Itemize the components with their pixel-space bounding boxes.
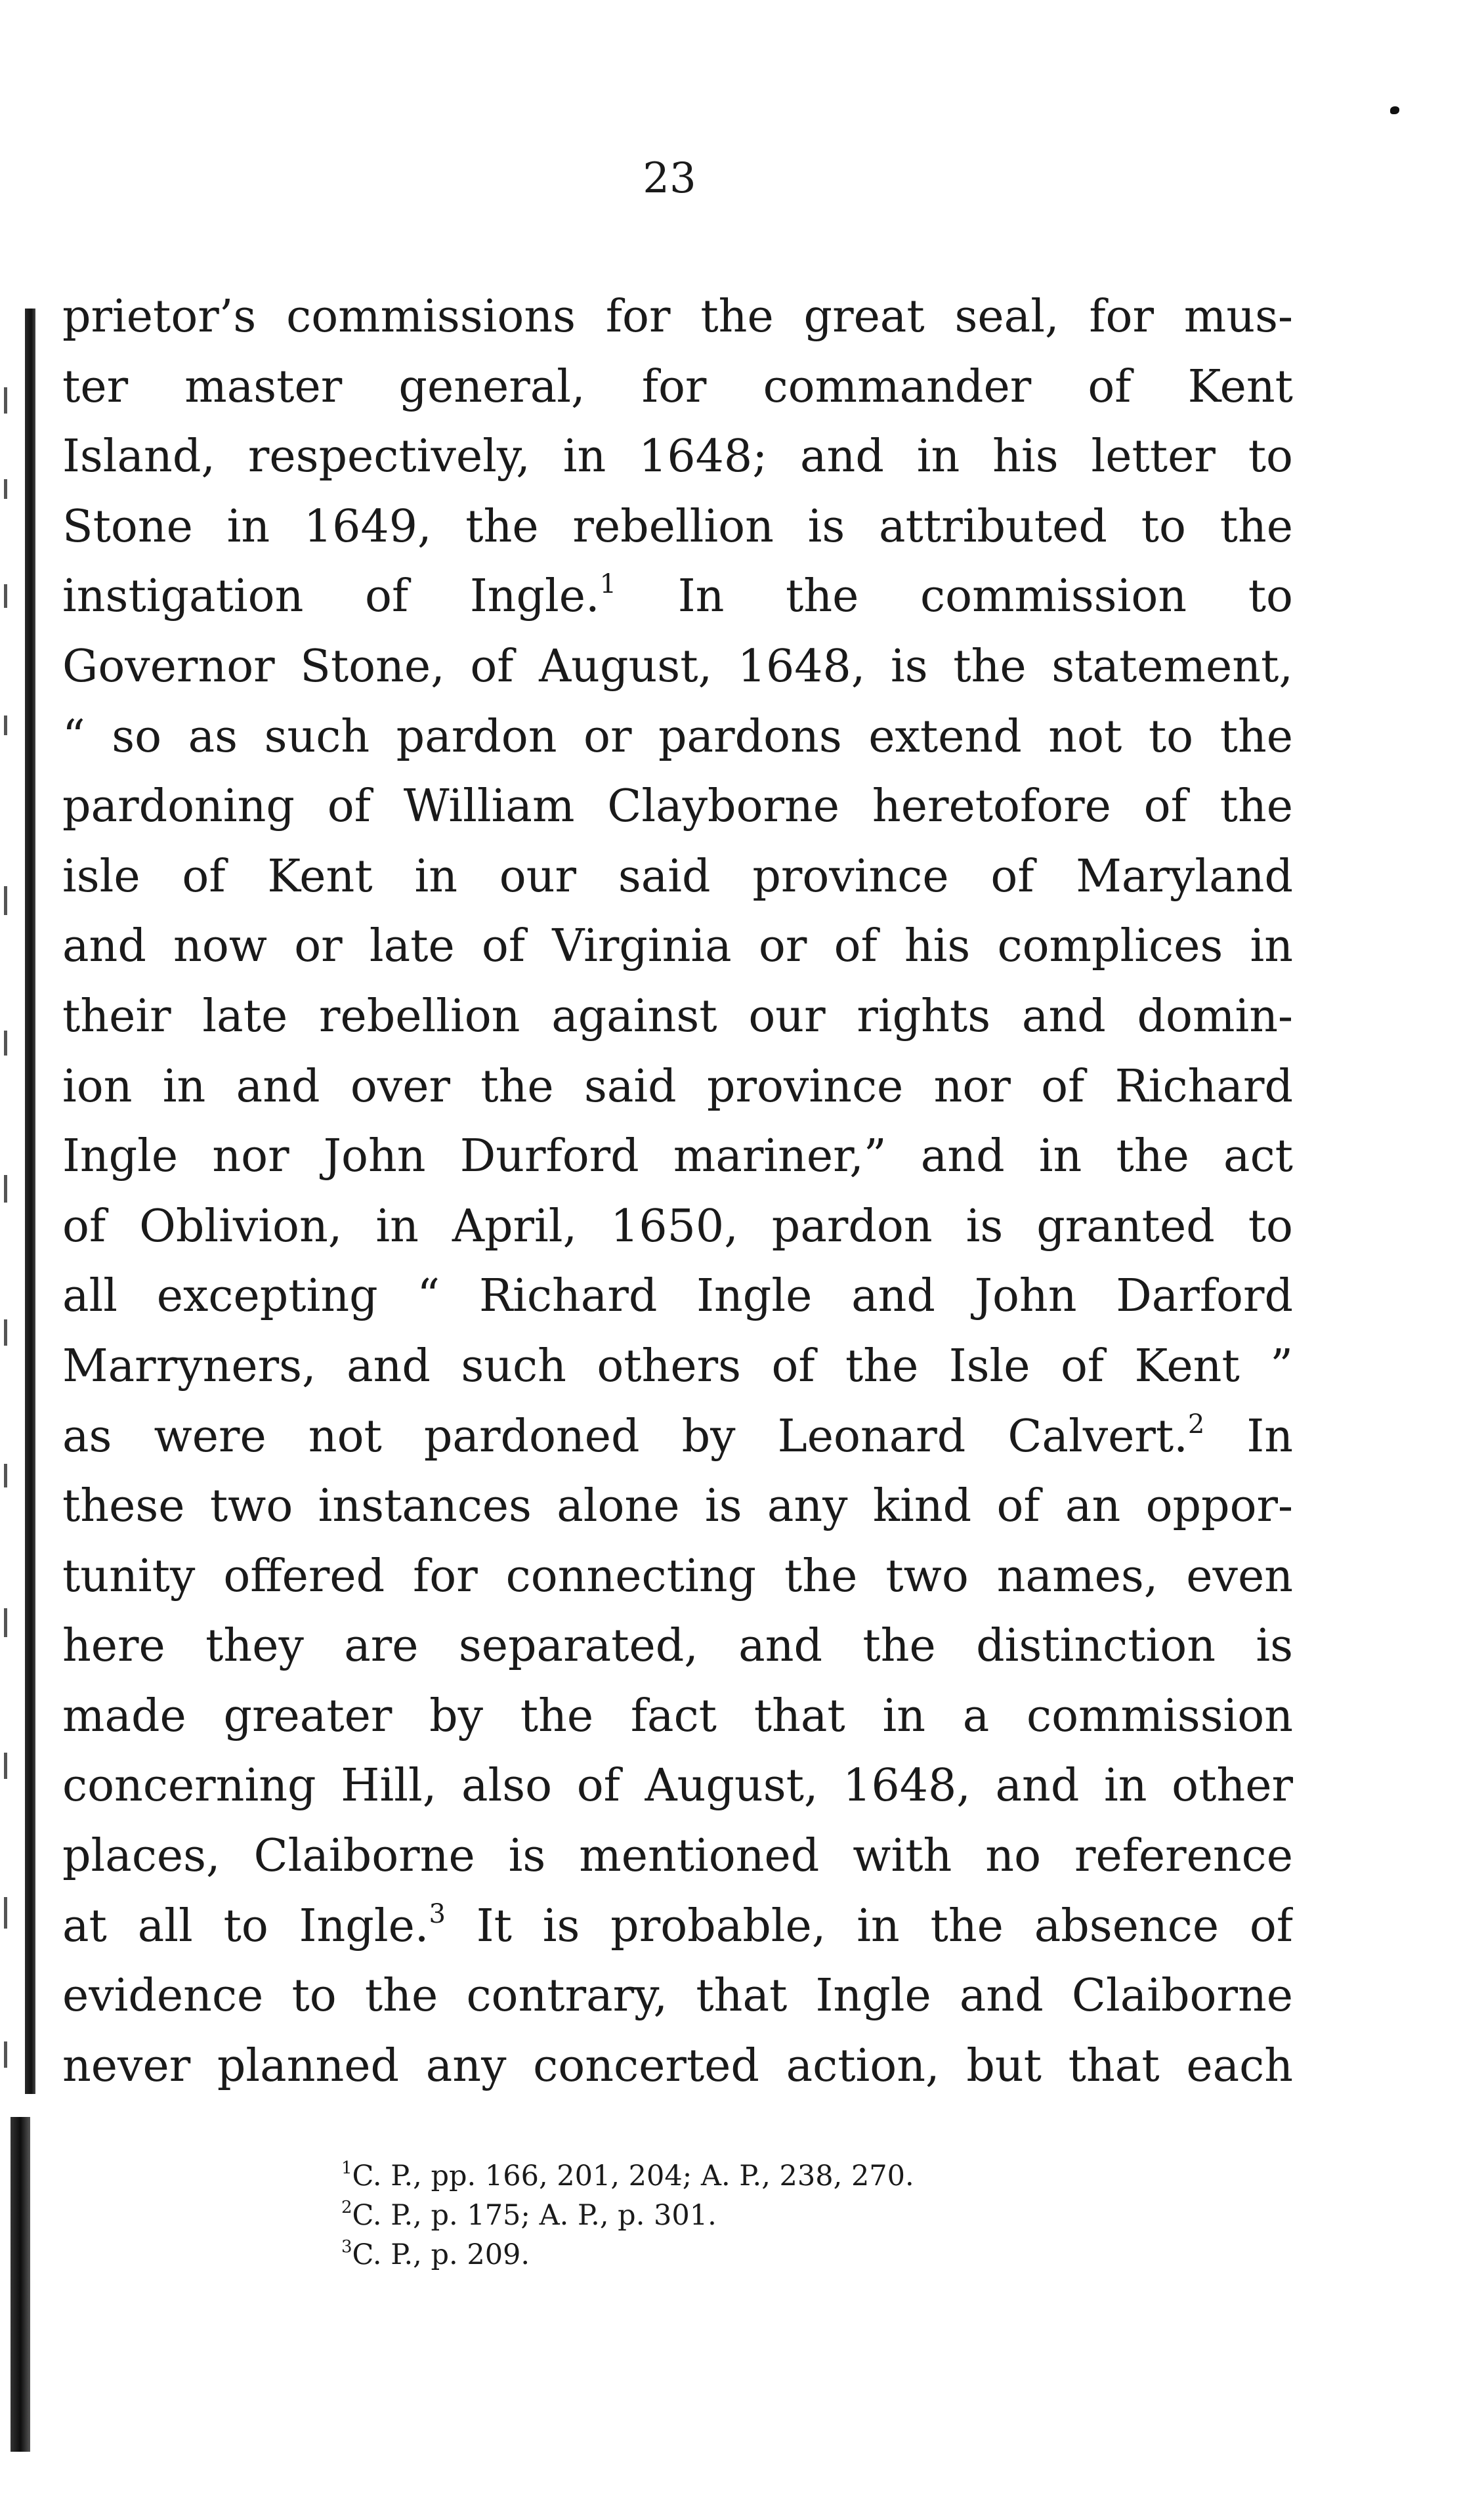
text-line xyxy=(62,1892,1293,1962)
text-segment: tunity offered for connecting the two names, even xyxy=(62,1550,1293,1602)
text-segment: ter master general, for commander of Kent xyxy=(62,360,1293,413)
binding-edge-shadow xyxy=(25,309,35,2094)
text-segment: Governor Stone, of August, 1648, is the statement, xyxy=(62,640,1293,693)
text-segment: of Oblivion, in April, 1650, pardon is granted to xyxy=(62,1200,1293,1252)
text-segment: Stone in 1649, the rebellion is attributed to the xyxy=(62,500,1293,553)
text-line xyxy=(62,1961,1293,2032)
text-line xyxy=(62,1192,1293,1262)
text-line xyxy=(62,772,1293,842)
text-line xyxy=(62,1052,1293,1122)
text-segment: made greater by the fact that in a commission xyxy=(62,1690,1293,1742)
footnote-mark: 3 xyxy=(341,2237,352,2257)
footnote xyxy=(341,2196,1129,2235)
text-segment: places, Claiborne is mentioned with no reference xyxy=(62,1830,1293,1883)
text-line xyxy=(62,1472,1293,1542)
text-segment: In xyxy=(1204,1410,1293,1463)
footnote-reference: 1 xyxy=(599,569,617,600)
body-text xyxy=(62,282,1293,2101)
footnote-mark: 1 xyxy=(341,2158,352,2178)
text-line xyxy=(62,1262,1293,1332)
text-segment: concerning Hill, also of August, 1648, and in other xyxy=(62,1760,1293,1812)
text-segment: Ingle nor John Durford mariner,” and in the act xyxy=(62,1130,1293,1183)
footnote-text: C. P., pp. 166, 201, 204; A. P., 238, 270. xyxy=(352,2160,914,2192)
text-line xyxy=(62,422,1293,492)
footnote-text: C. P., p. 175; A. P., p. 301. xyxy=(352,2199,717,2232)
text-line xyxy=(62,1332,1293,1402)
text-segment: evidence to the contrary, that Ingle and Claiborne xyxy=(62,1970,1293,2022)
binding-edge-shadow-lower xyxy=(11,2117,30,2452)
text-line xyxy=(62,562,1293,632)
text-segment: at all to Ingle. xyxy=(62,1900,429,1952)
text-segment: prietor’s commissions for the great seal, for mus- xyxy=(62,291,1293,343)
text-line xyxy=(62,1822,1293,1892)
text-segment: all excepting “ Richard Ingle and John Darford xyxy=(62,1270,1293,1323)
footnote-reference: 3 xyxy=(429,1898,446,1929)
text-line xyxy=(62,2032,1293,2102)
footnote xyxy=(341,2156,1129,2196)
text-line xyxy=(62,632,1293,702)
footnotes xyxy=(341,2156,1129,2275)
text-line xyxy=(62,1542,1293,1612)
text-line xyxy=(62,282,1293,352)
text-line xyxy=(62,1612,1293,1682)
text-segment: It is probable, in the absence of xyxy=(445,1900,1293,1952)
text-segment: as were not pardoned by Leonard Calvert. xyxy=(62,1410,1188,1463)
text-segment: pardoning of William Clayborne heretofore of the xyxy=(62,780,1293,833)
text-segment: and now or late of Virginia or of his complices in xyxy=(62,920,1293,973)
text-segment: isle of Kent in our said province of Maryland xyxy=(62,850,1293,903)
margin-artifacts xyxy=(0,309,24,2147)
text-segment: In the commission to xyxy=(616,570,1293,623)
text-line xyxy=(62,912,1293,982)
text-segment: ion in and over the said province nor of Richard xyxy=(62,1060,1293,1113)
text-segment: Marryners, and such others of the Isle of Kent ” xyxy=(62,1340,1293,1392)
text-line xyxy=(62,1122,1293,1192)
text-line xyxy=(62,702,1293,773)
ink-speck xyxy=(1390,106,1399,114)
text-line xyxy=(62,1402,1293,1472)
footnote-text: C. P., p. 209. xyxy=(352,2238,530,2271)
text-line xyxy=(62,1682,1293,1752)
text-segment: never planned any concerted action, but that each xyxy=(62,2040,1293,2092)
text-segment: instigation of Ingle. xyxy=(62,570,600,623)
text-line xyxy=(62,352,1293,423)
text-segment: “ so as such pardon or pardons extend not to the xyxy=(62,710,1293,763)
footnote-reference: 2 xyxy=(1187,1409,1205,1440)
footnote xyxy=(341,2235,1129,2275)
text-segment: their late rebellion against our rights and domin- xyxy=(62,990,1293,1042)
text-segment: these two instances alone is any kind of an oppor- xyxy=(62,1480,1293,1533)
text-segment: Island, respectively, in 1648; and in his letter to xyxy=(62,431,1293,483)
text-line xyxy=(62,842,1293,912)
text-line xyxy=(62,1751,1293,1822)
text-line xyxy=(62,492,1293,563)
page-number: 23 xyxy=(643,154,696,203)
footnote-mark: 2 xyxy=(341,2198,352,2217)
text-segment: here they are separated, and the distinction is xyxy=(62,1620,1293,1673)
text-line xyxy=(62,982,1293,1052)
